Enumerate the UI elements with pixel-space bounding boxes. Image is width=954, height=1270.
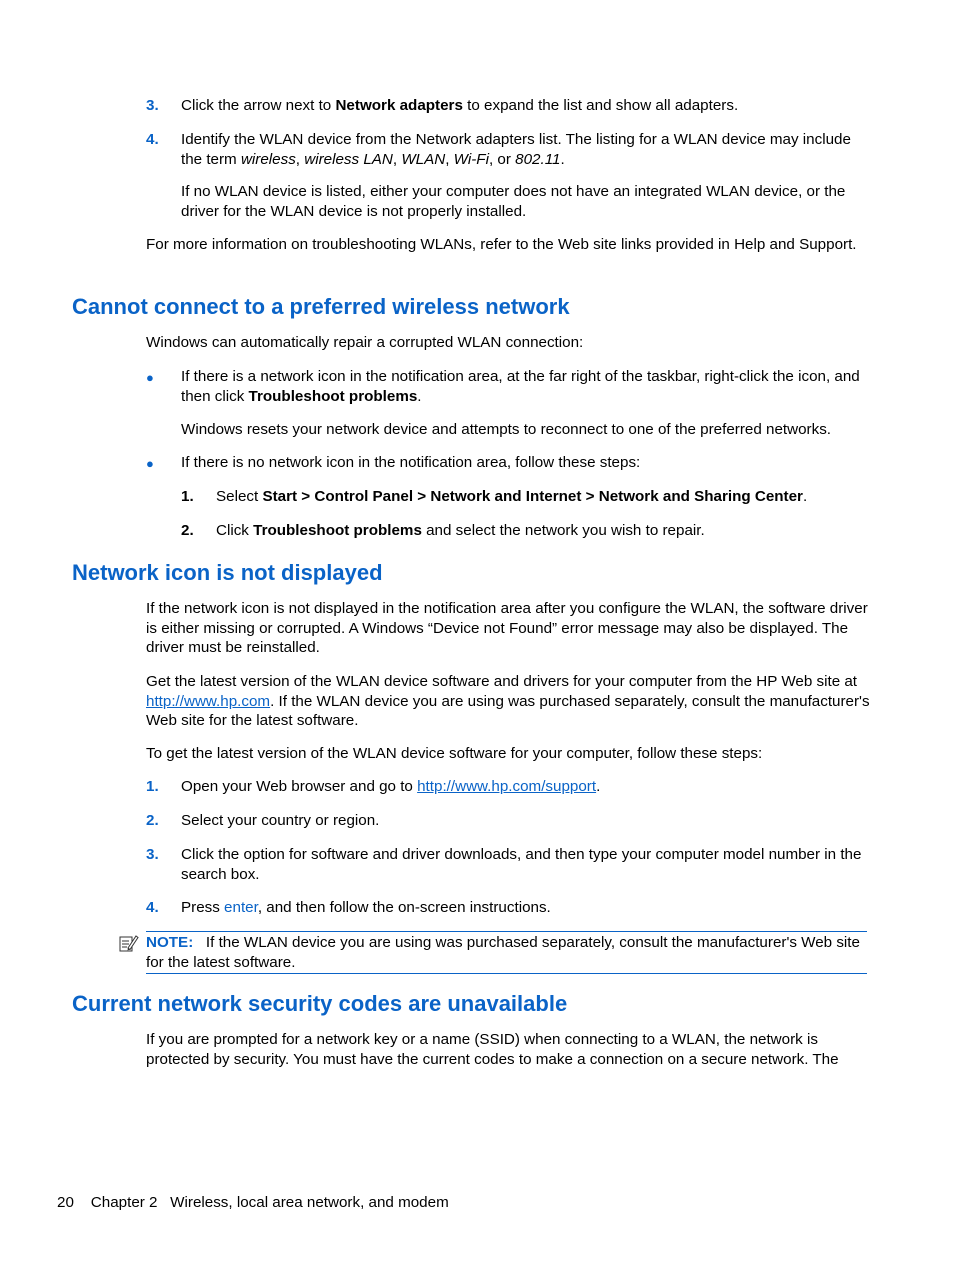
paragraph: If the network icon is not displayed in the notification area after you configure the WLAN, the software driver is either missing or corrupted. A Windows “Device not Found” error message may also be displayed. The driver must be reinstalled. [146, 600, 868, 656]
note-text: If the WLAN device you are using was purchased separately, consult the manufacturer's Web site for the latest software. [146, 934, 860, 971]
note-box [146, 931, 867, 974]
text-run: Press [181, 899, 225, 916]
list-number: 3. [146, 846, 159, 863]
list-item [181, 898, 871, 918]
text-run: Open your Web browser and go to [181, 778, 418, 795]
list-item-sub-paragraph: If no WLAN device is listed, either your computer does not have an integrated WLAN device, or the driver for the WLAN device is not properly installed. [181, 183, 846, 220]
page-footer [57, 1193, 449, 1213]
text-bold: Troubleshoot problems [248, 387, 418, 405]
list-number: 2. [146, 812, 159, 829]
note-label: NOTE: [146, 934, 194, 951]
list-item-text: Identify the WLAN device from the Network adapters list. The listing for a WLAN device may include [181, 131, 851, 148]
text-run: . [417, 387, 422, 405]
chapter-label: Chapter 2 [90, 1194, 158, 1211]
text-run: If there is a network icon in the notification area, at the far right of the taskbar, right-click the icon, and then click [181, 368, 860, 405]
page-number: 20 [57, 1194, 74, 1211]
list-number: 4. [146, 899, 159, 916]
step-item [216, 521, 871, 541]
list-item [181, 777, 871, 797]
bullet-icon: ● [146, 370, 154, 385]
text-bold: Start > Control Panel > Network and Internet > Network and Sharing Center [262, 488, 803, 505]
term: 802.11 [515, 150, 561, 168]
list-item: Select your country or region. [181, 812, 380, 829]
text-run: the term [181, 150, 241, 168]
section-heading: Cannot connect to a preferred wireless network [72, 294, 570, 319]
section-heading: Current network security codes are unavailable [72, 991, 568, 1016]
term: wireless LAN [304, 150, 393, 168]
term: wireless [240, 150, 296, 168]
list-item-text: to expand the list and show all adapters. [462, 97, 739, 114]
text-run: . [802, 488, 808, 505]
text-run: , [295, 150, 305, 168]
list-item [181, 130, 871, 169]
section-heading: Network icon is not displayed [72, 560, 383, 585]
paragraph: For more information on troubleshooting WLANs, refer to the Web site links provided in Help and Support. [146, 236, 857, 253]
step-item [216, 487, 871, 507]
list-item-text: Click the arrow next to [181, 97, 336, 114]
paragraph: Windows can automatically repair a corrupted WLAN connection: [146, 334, 584, 351]
hp-support-link[interactable]: http://www.hp.com/support [417, 778, 597, 795]
text-run: , and then follow the on-screen instructions. [257, 899, 551, 916]
text-run: , [445, 150, 454, 168]
text-run: and select the network you wish to repair. [421, 522, 705, 539]
text-run: , [392, 150, 402, 168]
text-run: , or [488, 150, 516, 168]
bullet-item [181, 367, 871, 406]
bullet-icon: ● [146, 456, 154, 471]
text-run: Click [216, 522, 254, 539]
text-run: Get the latest version of the WLAN device software and drivers for your computer from the HP Web site at [146, 673, 858, 690]
note-icon [119, 934, 139, 952]
paragraph [146, 672, 871, 731]
bullet-sub-paragraph: Windows resets your network device and attempts to reconnect to one of the preferred networks. [181, 421, 832, 438]
text-run: . [560, 150, 565, 168]
list-item: Click the option for software and driver downloads, and then type your computer model number in the search box. [181, 846, 862, 883]
list-item-bold: Network adapters [335, 97, 463, 114]
list-item [181, 96, 871, 116]
hp-link[interactable]: http://www.hp.com [146, 692, 271, 710]
paragraph: If you are prompted for a network key or a name (SSID) when connecting to a WLAN, the network is protected by security. You must have the current codes to make a connection on a secure network. The [146, 1031, 839, 1068]
enter-key: enter [224, 899, 258, 916]
term: Wi-Fi [453, 150, 489, 168]
paragraph: To get the latest version of the WLAN device software for your computer, follow these steps: [146, 745, 763, 762]
text-run: . If the WLAN device you are using was purchased separately, consult the manufacturer's Web site for the latest software. [146, 692, 870, 729]
chapter-title: Wireless, local area network, and modem [170, 1194, 449, 1211]
list-number: 4. [146, 131, 159, 148]
text-run: Select [216, 488, 263, 505]
step-number: 2. [181, 522, 194, 539]
list-number: 1. [146, 778, 159, 795]
term: WLAN [401, 150, 446, 168]
text-run: . [596, 778, 601, 795]
list-item-text [181, 150, 871, 170]
bullet-item: If there is no network icon in the notification area, follow these steps: [181, 454, 641, 471]
list-number: 3. [146, 97, 159, 114]
text-bold: Troubleshoot problems [253, 522, 422, 539]
step-number: 1. [181, 488, 194, 505]
